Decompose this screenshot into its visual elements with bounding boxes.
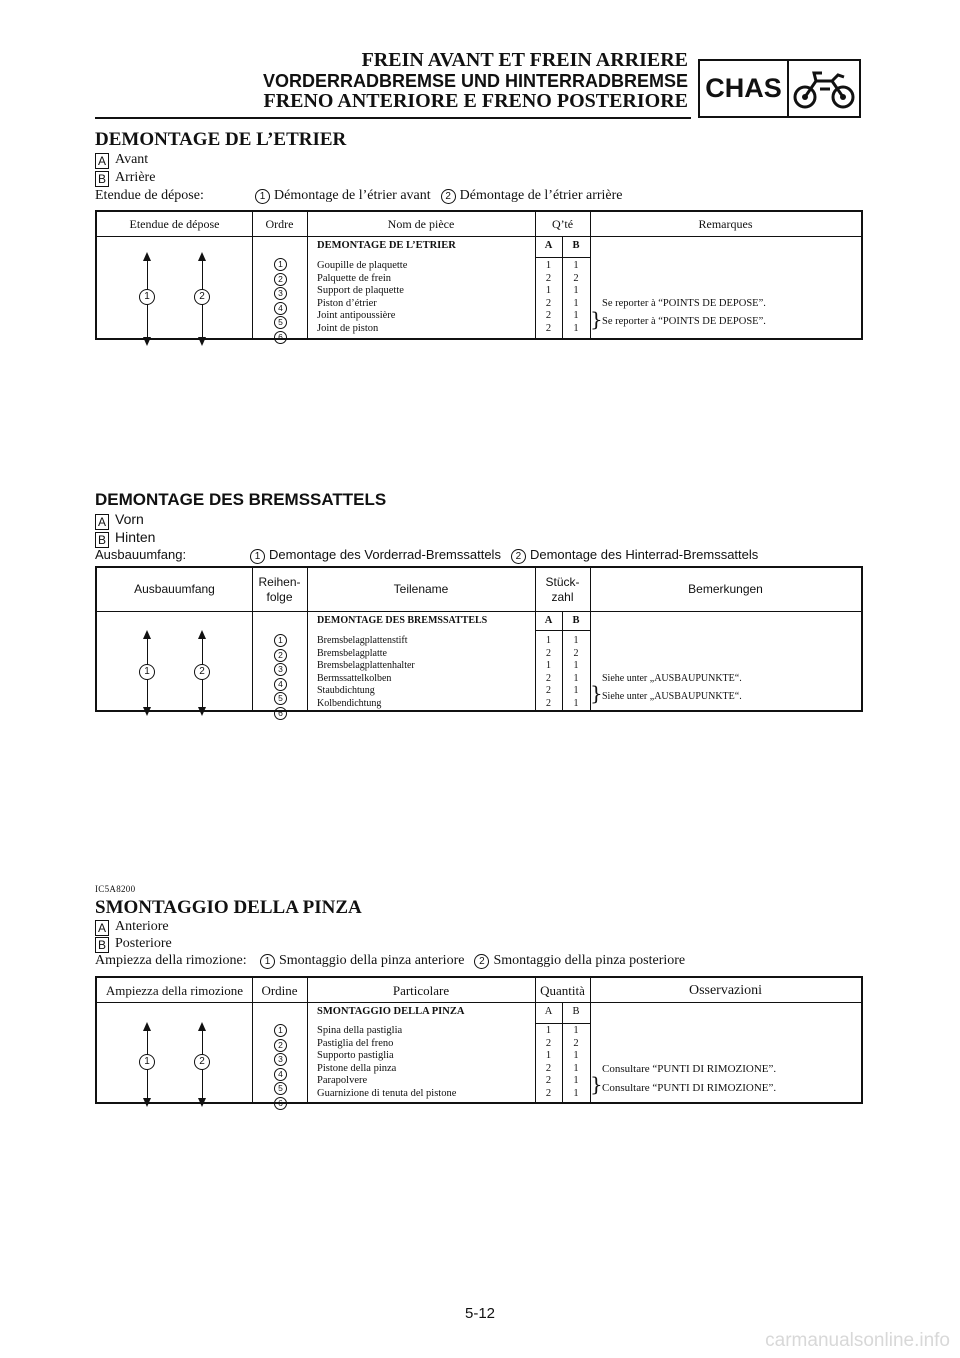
order-list: 1 2 3 4 5 6 (274, 634, 287, 721)
chas-badge (698, 59, 861, 118)
page-number: 5-12 (464, 1305, 496, 1322)
legend-a-it: A Anteriore (95, 918, 169, 936)
watermark: carmanualsonline.info (765, 1330, 950, 1351)
legend-a-fr: A Avant (95, 151, 148, 169)
header-title-it: FRENO ANTERIORE E FRENO POSTERIORE (263, 90, 688, 112)
col-scope: Etendue de dépose (129, 216, 220, 231)
part-names: Bremsbelagplattenstift Bremsbelagplatte Bremsbelagplattenhalter Bermssattelkolben Staubdichtung Kolbendichtung (317, 635, 415, 709)
col-order: Ordre (265, 216, 294, 231)
remark-2: Consultare “PUNTI DI RIMOZIONE”. (602, 1082, 777, 1094)
badge-divider (787, 61, 789, 116)
remark-2: Se reporter à “POINTS DE DEPOSE”. (602, 316, 766, 327)
qty-head-a: A (544, 615, 553, 626)
qty-b-list: 1 2 1 1 1 1 (573, 635, 579, 709)
parts-table-it (95, 976, 863, 1108)
scope-line-it: Ampiezza della rimozione: 1 Smontaggio della pinza anteriore 2 Smontaggio della pinza posteriore (95, 953, 686, 968)
sub-title: DEMONTAGE DES BREMSSATTELS (317, 615, 488, 626)
col-part: Nom de pièce (387, 216, 455, 231)
col-scope: Ausbauumfang (134, 582, 215, 596)
col-part: Teilename (393, 582, 449, 596)
header-title-fr: FREIN AVANT ET FREIN ARRIERE (361, 49, 688, 71)
section-code: IC5A8200 (95, 884, 136, 894)
sub-title: DEMONTAGE DE L’ETRIER (317, 240, 456, 251)
qty-head-b: B (572, 1006, 580, 1017)
order-list: 1 2 3 4 5 6 (274, 1024, 287, 1111)
brace-icon: } (590, 681, 603, 705)
legend-b-de: B Hinten (95, 528, 155, 548)
qty-b-list: 1 2 1 1 1 1 (573, 1025, 579, 1099)
brace-icon: } (590, 1072, 603, 1096)
section-title-it: SMONTAGGIO DELLA PINZA (95, 897, 362, 918)
legend-b-fr: B Arrière (95, 169, 155, 187)
qty-a-list: 1 2 1 2 2 2 (546, 635, 551, 709)
remark-1: Consultare “PUNTI DI RIMOZIONE”. (602, 1063, 777, 1075)
qty-head-a: A (544, 240, 553, 251)
col-remarks: Bemerkungen (688, 582, 763, 596)
chas-label: CHAS (705, 73, 782, 103)
qty-a-list: 1 2 1 2 2 2 (545, 1025, 552, 1099)
scope-label-1: 1 (139, 289, 155, 305)
remark-2: Siehe unter „AUSBAUPUNKTE“. (602, 691, 742, 702)
col-qty: Stück- zahl (545, 574, 580, 604)
qty-a-list: 1 2 1 2 2 2 (545, 260, 552, 334)
col-remarks: Osservazioni (688, 982, 763, 998)
col-qty: Quantità (540, 982, 585, 998)
legend-a-de: A Vorn (95, 510, 144, 530)
section-title-de: DEMONTAGE DES BREMSSATTELS (95, 490, 387, 509)
sub-title: SMONTAGGIO DELLA PINZA (317, 1006, 465, 1017)
qty-head-b: B (572, 615, 580, 626)
col-part: Particolare (392, 982, 450, 998)
col-order: Reihen- folge (258, 574, 301, 604)
legend-b-it: B Posteriore (95, 935, 172, 953)
col-scope: Ampiezza della rimozione (105, 982, 244, 998)
col-qty: Q’té (551, 216, 574, 231)
remark-1: Siehe unter „AUSBAUPUNKTE“. (602, 673, 742, 684)
qty-head-b: B (572, 240, 580, 251)
col-remarks: Remarques (698, 216, 753, 231)
table-header (97, 568, 861, 612)
table-header (97, 212, 861, 237)
motorcycle-icon (792, 67, 856, 111)
parts-table-de (95, 566, 863, 718)
header-title-de: VORDERRADBREMSE UND HINTERRADBREMSE (262, 71, 688, 91)
scope-label-2: 2 (194, 289, 210, 305)
qty-b-list: 1 2 1 1 1 1 (573, 260, 579, 334)
table-header (97, 978, 861, 1003)
part-names: Goupille de plaquette Palquette de frein Support de plaquette Piston d’étrier Joint antipoussière Joint de piston (317, 260, 408, 334)
part-names: Spina della pastiglia Pastiglia del freno Supporto pastiglia Pistone della pinza Parapolvere Guarnizione di tenuta del pistone (317, 1025, 457, 1099)
remark-1: Se reporter à “POINTS DE DEPOSE”. (602, 298, 766, 309)
scope-line-fr: Etendue de dépose: 1 Démontage de l’étrier avant 2 Démontage de l’étrier arrière (95, 188, 623, 203)
header-rule (95, 117, 691, 119)
scope-label-1: 1 (139, 1054, 155, 1070)
scope-label-2: 2 (194, 1054, 210, 1070)
parts-table-fr (95, 210, 863, 340)
section-title-fr: DEMONTAGE DE L’ETRIER (95, 129, 347, 150)
order-list: 1 2 3 4 5 6 (274, 258, 287, 345)
brace-icon: } (590, 307, 603, 331)
col-order: Ordine (261, 982, 298, 998)
qty-head-a: A (544, 1006, 553, 1017)
scope-label-2: 2 (194, 664, 210, 680)
scope-line-de: Ausbauumfang: 1 Demontage des Vorderrad-Bremssattels 2 Demontage des Hinterrad-Bremssattels (95, 547, 759, 562)
scope-label-1: 1 (139, 664, 155, 680)
